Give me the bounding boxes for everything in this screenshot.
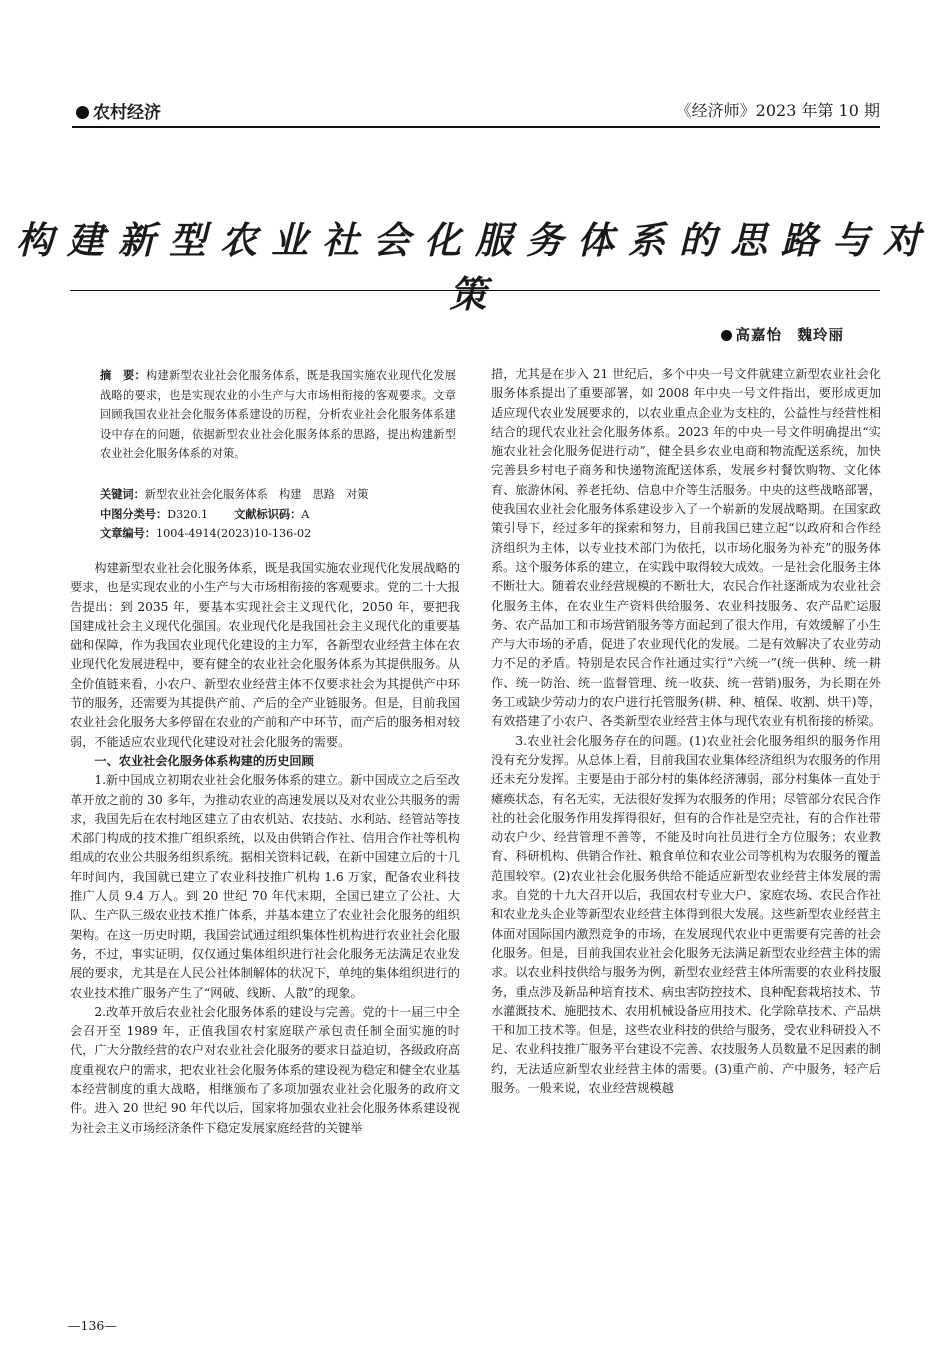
- clc-code: D320.1: [167, 507, 209, 521]
- header-rule: [72, 126, 880, 128]
- author-line: [721, 324, 845, 345]
- article-meta: [100, 485, 456, 544]
- article-number-label: 文章编号：: [100, 527, 156, 540]
- abstract-text: 构建新型农业社会化服务体系，既是我国实施农业现代化发展战略的要求，也是实现农业的小生产与大市场相衔接的客观要求。文章回顾我国农业社会化服务体系建设的历程，分析农业社会化服务体系建设中存在的问题，依据新型农业社会化服务体系的思路，提出构建新型农业社会化服务体系的对策。: [100, 369, 456, 461]
- keywords-row: [100, 485, 456, 505]
- section-heading: 一、农业社会化服务体系构建的历史回顾: [94, 753, 314, 768]
- paragraph: 措，尤其是在步入 21 世纪后，多个中央一号文件就建立新型农业社会化服务体系提出了重要部署，如 2008 年中央一号文件指出，要形成更加适应现代农业发展要求的，以农业重点企业为支柱的，公益性与经营性相结合的现代农业社会化服务体系。2023 年的中央一号文件明确提出“实施农业社会化服务促进行动”，健全县乡农业电商和物流配送系统，加快完善县乡村电子商务和快递物流配送体系，发展乡村餐饮购物、文化体育、旅游休闲、养老托幼、信息中介等生活服务。中央的这些战略部署，使我国农业社会化服务体系建设步入了一个崭新的发展战略期。在国家政策引导下，经过多年的探索和努力，目前我国已建立起“以政府和合作经济组织为主体，以专业技术部门为依托，以市场化服务为补充”的服务体系。这个服务体系的建立，在实践中取得较大成效。一是社会化服务主体不断壮大。随着农业经营规模的不断壮大，农民合作社逐渐成为农业社会化服务主体，在农业生产资料供给服务、农业科技服务、农产品贮运服务、农产品加工和市场营销服务等方面起到了很大作用，有效缓解了小生产与大市场的矛盾，促进了农业现代化的发展。二是有效解决了农业劳动力不足的矛盾。特别是农民合作社通过实行“六统一”(统一供种、统一耕作、统一防治、统一监督管理、统一收获、统一营销)服务，为长期在外务工或缺少劳动力的农户进行托管服务(耕、种、植保、收割、烘干)等，有效搭建了小农户、各类新型农业经营主体与现代农业有机衔接的桥梁。: [491, 367, 881, 729]
- paragraph: 2.改革开放后农业社会化服务体系的建设与完善。党的十一届三中全会召开至 1989 年，正值我国农村家庭联产承包责任制全面实施的时代，广大分散经营的农户对农业社会化服务的要求日益迫切，各级政府高度重视农户的需求，把农业社会化服务体系的建设视为稳定和健全农业基本经营制度的重大战略，相继颁布了多项加强农业社会化服务的政府文件。进入 20 世纪 90 年代以后，国家将加强农业社会化服务体系建设视为社会主义市场经济条件下稳定发展家庭经营的关键举: [70, 1004, 460, 1135]
- article-title: 构建新型农业社会化服务体系的思路与对策: [16, 218, 934, 316]
- journal-issue: 《经济师》2023 年第 10 期: [675, 101, 880, 120]
- title-rule: [70, 290, 880, 291]
- abstract: [100, 366, 456, 464]
- article-number-row: [100, 524, 456, 544]
- abstract-label: 摘 要：: [100, 369, 146, 382]
- clc-label: 中图分类号：: [100, 507, 168, 521]
- paragraph: 1.新中国成立初期农业社会化服务体系的建立。新中国成立之后至改革开放之前的 30 多年，为推动农业的高速发展以及对农业公共服务的需求，我国先后在农村地区建立了由农机站、农技站、水利站、经管站等技术部门构成的技术推广组织系统，以及由供销合作社、信用合作社等机构组成的农业公共服务组织系统。据相关资料记载，在新中国建立后的十几年时间内，我国就已建立了农业科技推广机构 1.6 万家，配备农业科技推广人员 9.4 万人。到 20 世纪 70 年代末期，全国已建立了公社、大队、生产队三级农业技术推广体系，并基本建立了农业社会化服务的组织架构。在这一历史时期，我国尝试通过组织集体性机构进行农业社会化服务，不过，事实证明，仅仅通过集体组织进行社会化服务无法满足农业发展的要求，尤其是在人民公社体制解体的状况下，单纯的集体组织进行的农业技术推广服务产生了“网破、线断、人散”的现象。: [70, 773, 460, 1000]
- article-number: 1004-4914(2023)10-136-02: [155, 527, 312, 540]
- keywords-label: 关键词：: [100, 488, 145, 501]
- paragraph: 构建新型农业社会化服务体系，既是我国实施农业现代化发展战略的要求，也是实现农业的小生产与大市场相衔接的客观要求。党的二十大报告提出：到 2035 年，要基本实现社会主义现代化，2050 年，要把我国建成社会主义现代化强国。农业现代化是我国社会主义现代化的重要基础和保障，作为我国农业现代化建设的主力军，各新型农业经营主体在农业现代化发展进程中，要有健全的农业社会化服务体系为其提供服务。从全价值链来看，小农户、新型农业经营主体不仅要求社会为其提供产中环节的服务，还需要为其提供产前、产后的全产业链服务。但是，目前我国农业社会化服务大多停留在农业的产前和产中环节，而产后的服务相对较弱，不能适应农业现代化建设对社会化服务的需要。: [70, 561, 461, 749]
- classification-row: [100, 505, 456, 525]
- page-number: —136—: [68, 1318, 117, 1333]
- paragraph: 3.农业社会化服务存在的问题。(1)农业社会化服务组织的服务作用没有充分发挥。从总体上看，目前我国农业集体经济组织为农服务的作用还未充分发挥。主要是由于部分村的集体经济薄弱，部分村集体一直处于瘫痪状态，有名无实，无法很好发挥为农服务的作用；尽管部分农民合作社的社会化服务作用发挥得很好，但有的合作社是空壳社，有的合作社带动农户少、经营管理不善等，不能及时向社员进行全方位服务；农业教育、科研机构、供销合作社、粮食单位和农业公司等机构为农服务的覆盖范围较窄。(2)农业社会化服务供给不能适应新型农业经营主体发展的需求。自党的十九大召开以后，我国农村专业大户、家庭农场、农民合作社和农业龙头企业等新型农业经营主体得到很大发展。这些新型农业经营主体面对国际国内激烈竞争的市场，在发展现代农业中更需要有完善的社会化服务。但是，目前我国农业社会化服务无法满足新型农业经营主体的需求。以农业科技供给与服务为例，新型农业经营主体所需要的农业科技服务，重点涉及新品种培育技术、病虫害防控技术、良种配套栽培技术、节水灌溉技术、施肥技术、农用机械设备应用技术、化学除草技术、产品烘干和加工技术等。但是，这些农业科技的供给与服务，受农业科研投入不足、农业科技推广服务平台建设不完善、农技服务人员数量不足因素的制约，无法适应新型农业经营主体的需要。(3)重产前、产中服务，轻产后服务。一般来说，农业经营规模越: [491, 733, 881, 1095]
- keywords: 新型农业社会化服务体系 构建 思路 对策: [144, 488, 369, 501]
- section-name: 农村经济: [93, 103, 161, 123]
- doc-code-label: 文献标识码：: [234, 507, 302, 521]
- section-label: [76, 98, 161, 123]
- authors: 高嘉怡 魏玲丽: [735, 328, 844, 344]
- bullet-icon: [721, 330, 732, 341]
- body-column-left: [70, 559, 460, 1138]
- body-column-right: [491, 365, 881, 1098]
- bullet-icon: [76, 106, 89, 119]
- doc-code: A: [301, 507, 310, 521]
